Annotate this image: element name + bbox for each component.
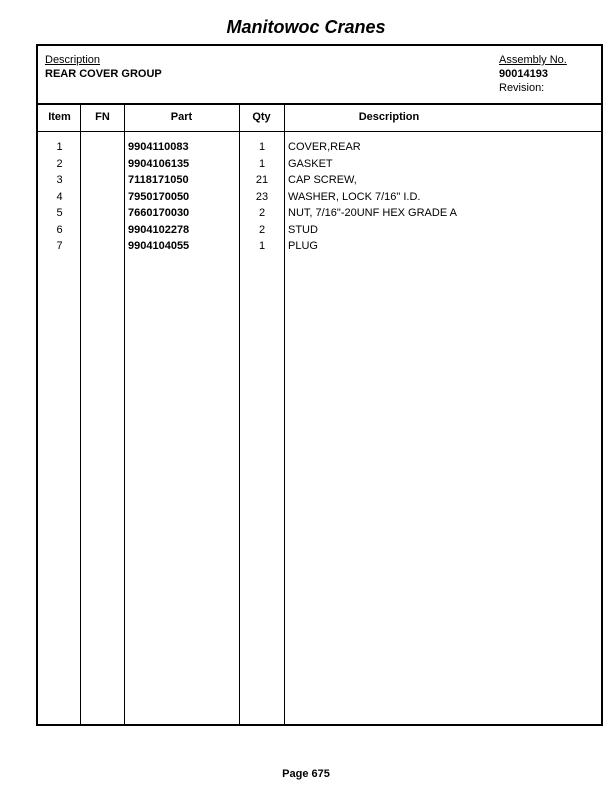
parts-table-body [38, 139, 601, 255]
description-cell: GASKET [288, 157, 333, 170]
column-header-fn: FN [95, 111, 110, 123]
item-cell: 4 [56, 190, 63, 203]
qty-cell: 1 [258, 141, 266, 153]
qty-cell: 23 [255, 190, 269, 203]
description-cell: NUT, 7/16"-20UNF HEX GRADE A [288, 207, 457, 219]
qty-cell: 21 [255, 174, 269, 186]
table-row [38, 139, 601, 156]
page-number: Page 675 [282, 768, 330, 780]
column-header-qty: Qty [252, 111, 271, 123]
item-cell: 7 [56, 240, 63, 252]
qty-cell: 1 [258, 157, 266, 170]
part-number-cell: 9904106135 [128, 157, 190, 170]
description-cell: CAP SCREW, [288, 174, 357, 186]
description-block [45, 53, 162, 81]
assembly-label: Assembly No. [499, 54, 567, 66]
table-row [38, 205, 601, 222]
description-cell: WASHER, LOCK 7/16" I.D. [288, 190, 421, 203]
assembly-block [499, 53, 567, 95]
item-cell: 5 [56, 207, 63, 219]
description-cell: PLUG [288, 240, 318, 252]
table-row [38, 238, 601, 255]
description-cell: COVER,REAR [288, 141, 361, 153]
qty-cell: 1 [258, 240, 266, 252]
page-title: Manitowoc Cranes [226, 17, 386, 37]
qty-cell: 2 [258, 223, 266, 236]
revision-label: Revision: [499, 82, 545, 94]
assembly-number: 90014193 [499, 68, 548, 80]
item-cell: 6 [56, 223, 63, 236]
column-header-item: Item [48, 111, 71, 123]
table-row [38, 189, 601, 206]
description-value: REAR COVER GROUP [45, 68, 162, 80]
table-row [38, 156, 601, 173]
description-label: Description [45, 54, 101, 66]
part-number-cell: 7950170050 [128, 190, 190, 203]
description-cell: STUD [288, 223, 318, 236]
part-number-cell: 7118171050 [128, 174, 189, 186]
table-row [38, 222, 601, 239]
part-number-cell: 9904110083 [128, 141, 189, 153]
qty-cell: 2 [258, 207, 266, 219]
parts-list-frame [36, 44, 603, 726]
part-number-cell: 7660170030 [128, 207, 190, 219]
assembly-header [38, 46, 601, 105]
part-number-cell: 9904104055 [128, 240, 190, 252]
column-header-part: Part [170, 111, 193, 123]
part-number-cell: 9904102278 [128, 223, 190, 236]
header-divider [38, 131, 601, 132]
table-row [38, 172, 601, 189]
item-cell: 2 [56, 157, 63, 170]
item-cell: 1 [56, 141, 63, 153]
column-header-description: Description [358, 111, 420, 123]
item-cell: 3 [56, 174, 63, 186]
